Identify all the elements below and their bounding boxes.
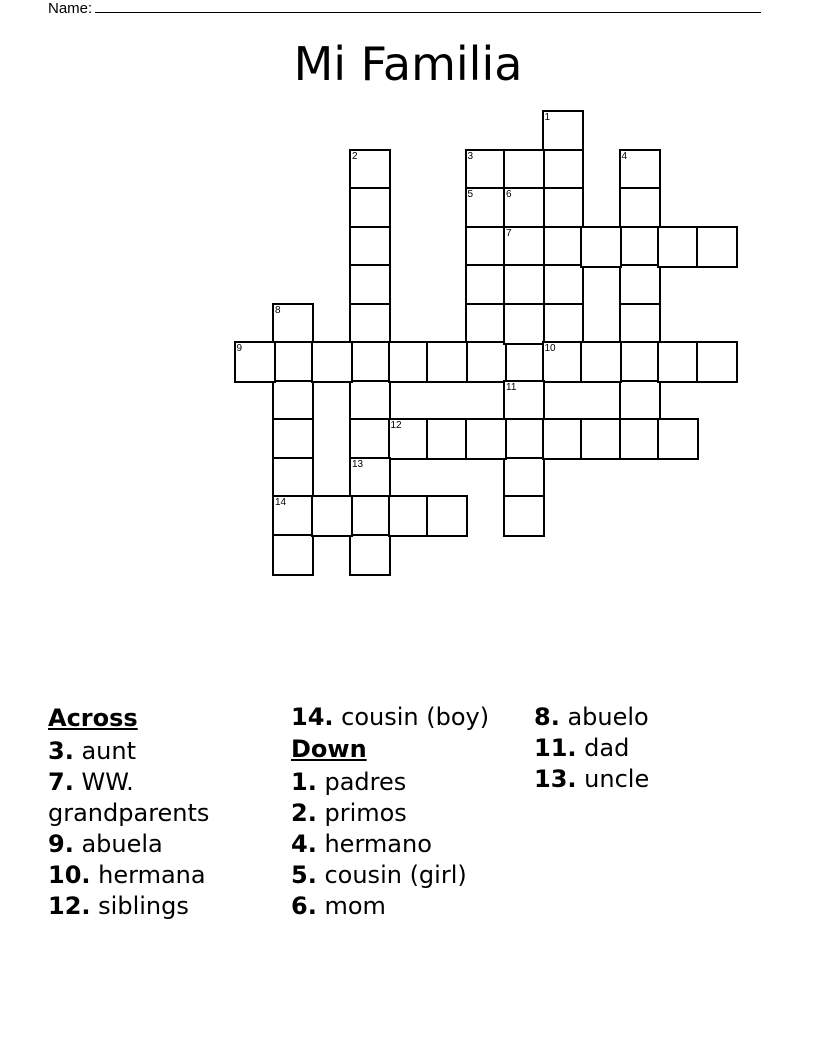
clue-number-label: 14. [291, 703, 334, 731]
crossword-cell[interactable] [349, 534, 391, 576]
clue-text: aunt [81, 736, 137, 765]
clue-text: dad [584, 734, 630, 762]
crossword-cell[interactable] [349, 187, 391, 229]
crossword-cell[interactable] [465, 149, 507, 191]
crossword-cell[interactable] [272, 303, 314, 345]
clue-number-label: 4. [291, 829, 317, 858]
clue-text: abuela [81, 829, 163, 858]
crossword-cell[interactable] [542, 149, 584, 191]
crossword-cell[interactable] [272, 341, 314, 383]
crossword-cell[interactable] [503, 380, 545, 422]
crossword-cell[interactable] [465, 187, 507, 229]
crossword-cell[interactable] [465, 303, 507, 345]
crossword-cell[interactable] [272, 380, 314, 422]
crossword-cell[interactable] [426, 418, 468, 460]
clue-text: uncle [584, 765, 650, 793]
crossword-cell[interactable] [272, 418, 314, 460]
clue-number: 13 [352, 458, 364, 470]
down-clue-list [291, 767, 531, 922]
crossword-cell[interactable] [349, 149, 391, 191]
crossword-cell[interactable] [349, 226, 391, 268]
crossword-cell[interactable] [349, 495, 391, 537]
down-heading: Down [291, 735, 367, 763]
crossword-cell[interactable] [388, 341, 430, 383]
clue-item [48, 736, 284, 767]
clue-item [534, 733, 774, 764]
clue-number-label: 2. [291, 798, 317, 827]
crossword-cell[interactable] [349, 341, 391, 383]
crossword-cell[interactable] [580, 418, 622, 460]
crossword-cell[interactable] [388, 495, 430, 537]
crossword-cell[interactable] [503, 495, 545, 537]
clue-number: 1 [544, 112, 551, 123]
clues-column-3 [534, 702, 774, 795]
crossword-cell[interactable] [619, 303, 661, 345]
clue-number: 11 [506, 381, 517, 393]
crossword-cell[interactable] [580, 226, 622, 268]
clue-item [291, 798, 531, 829]
crossword-cell[interactable] [696, 341, 738, 383]
name-label: Name: [48, 0, 93, 17]
clue-number: 6 [506, 189, 512, 200]
crossword-cell[interactable] [542, 264, 584, 306]
crossword-cell[interactable] [503, 303, 545, 345]
clue-number: 2 [352, 150, 358, 162]
crossword-cell[interactable] [349, 418, 391, 460]
crossword-cell[interactable] [465, 264, 507, 306]
clue-text: primos [324, 798, 407, 827]
clue-number: 8 [275, 304, 281, 316]
clue-item [291, 767, 531, 798]
clue-text: siblings [98, 891, 189, 920]
clue-number: 5 [467, 189, 474, 200]
clue-text: padres [324, 767, 407, 796]
crossword-cell[interactable] [349, 303, 391, 345]
crossword-cell[interactable] [311, 495, 353, 537]
clue-number: 4 [621, 150, 628, 162]
clue-text: WW. grandparents [48, 767, 210, 827]
crossword-cell[interactable] [234, 341, 276, 383]
clue-number: 14 [275, 497, 287, 508]
clue-item [291, 829, 531, 860]
crossword-cell[interactable] [465, 226, 507, 268]
crossword-cell[interactable] [311, 341, 353, 383]
crossword-cell[interactable] [657, 341, 699, 383]
crossword-cell[interactable] [503, 226, 545, 268]
crossword-cell[interactable] [542, 303, 584, 345]
crossword-cell[interactable] [272, 534, 314, 576]
clue-item [48, 860, 284, 891]
clue-number-label: 7. [48, 767, 74, 796]
crossword-cell[interactable] [465, 341, 507, 383]
crossword-cell[interactable] [503, 149, 545, 191]
down-clue-list-continued [534, 702, 774, 795]
clue-number-label: 5. [291, 860, 317, 889]
clue-number: 12 [390, 420, 402, 431]
crossword-cell[interactable] [272, 457, 314, 499]
clue-item [291, 702, 531, 733]
clue-text: abuelo [567, 703, 649, 731]
clue-number-label: 10. [48, 860, 91, 889]
clue-number-label: 6. [291, 891, 317, 920]
across-heading: Across [48, 704, 138, 732]
crossword-cell[interactable] [619, 264, 661, 306]
crossword-cell[interactable] [619, 341, 661, 383]
clue-item [534, 702, 774, 733]
crossword-cell[interactable] [426, 341, 468, 383]
clue-item [48, 829, 284, 860]
crossword-cell[interactable] [619, 380, 661, 422]
clue-number-label: 3. [48, 736, 74, 765]
crossword-cell[interactable] [426, 495, 468, 537]
clue-number-label: 8. [534, 703, 560, 731]
clue-number: 3 [467, 150, 474, 162]
clue-text: hermana [98, 860, 206, 889]
crossword-cell[interactable] [503, 418, 545, 460]
clue-text: cousin (boy) [341, 703, 490, 731]
clue-number-label: 13. [534, 765, 577, 793]
crossword-cell[interactable] [580, 341, 622, 383]
clue-number-label: 12. [48, 891, 91, 920]
clue-text: mom [324, 891, 386, 920]
page-title: Mi Familia [293, 37, 523, 91]
clue-item [534, 764, 774, 795]
crossword-cell[interactable] [619, 418, 661, 460]
crossword-cell[interactable] [349, 457, 391, 499]
crossword-cell[interactable] [657, 418, 699, 460]
crossword-cell[interactable] [542, 341, 584, 383]
crossword-cell[interactable] [388, 418, 430, 460]
clue-text: hermano [324, 829, 432, 858]
clue-item [291, 891, 531, 922]
across-clue-list [48, 736, 284, 922]
crossword-cell[interactable] [657, 226, 699, 268]
clue-item [291, 860, 531, 891]
crossword-cell[interactable] [696, 226, 738, 268]
clue-item [48, 767, 284, 829]
clue-text: cousin (girl) [324, 860, 467, 889]
crossword-cell[interactable] [542, 226, 584, 268]
crossword-cell[interactable] [619, 187, 661, 229]
crossword-cell[interactable] [503, 457, 545, 499]
clue-number-label: 11. [534, 734, 577, 762]
crossword-cell[interactable] [542, 418, 584, 460]
crossword-cell[interactable] [619, 226, 661, 268]
clue-number-label: 1. [291, 767, 317, 796]
crossword-cell[interactable] [465, 418, 507, 460]
crossword-cell[interactable] [272, 495, 314, 537]
crossword-cell[interactable] [349, 264, 391, 306]
clue-number: 7 [506, 227, 512, 239]
crossword-cell[interactable] [503, 264, 545, 306]
clue-item [48, 891, 284, 922]
clues-column-1 [48, 702, 284, 922]
crossword-cell[interactable] [542, 110, 584, 152]
crossword-cell[interactable] [503, 187, 545, 229]
across-clue-list-continued [291, 702, 531, 733]
crossword-cell[interactable] [619, 149, 661, 191]
clue-number-label: 9. [48, 829, 74, 858]
clues-column-2 [291, 702, 531, 922]
clue-number: 10 [544, 343, 556, 354]
crossword-cell[interactable] [542, 187, 584, 229]
clue-number: 9 [236, 343, 243, 354]
crossword-cell[interactable] [349, 380, 391, 422]
